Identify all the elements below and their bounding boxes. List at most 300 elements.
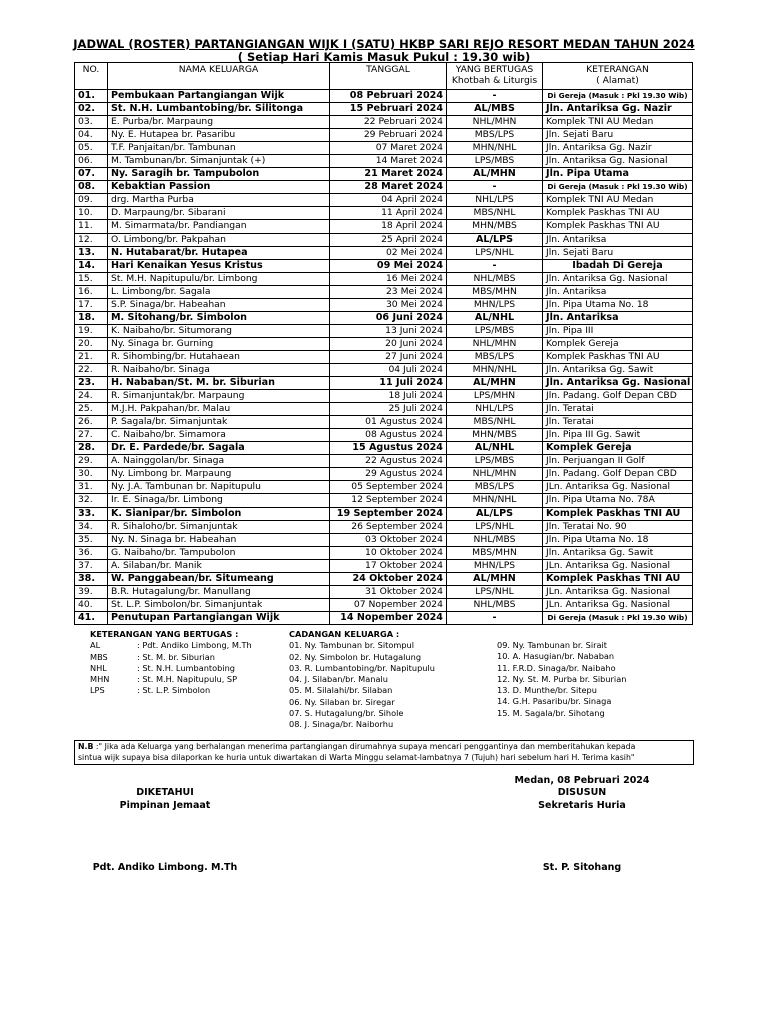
cell-no: 33.	[75, 507, 108, 520]
cell-tanggal: 16 Mei 2024	[330, 272, 447, 285]
table-row	[75, 363, 693, 376]
cell-nama: St. N.H. Lumbantobing/br. Silitonga	[108, 103, 330, 116]
cell-bertugas: MBS/LPS	[447, 350, 543, 363]
cell-no: 15.	[75, 272, 108, 285]
col-header-keterangan-1: KETERANGAN	[586, 64, 649, 75]
cell-bertugas: NHL/MHN	[447, 116, 543, 129]
cell-bertugas: MHN/NHL	[447, 494, 543, 507]
cell-keterangan: Jln. Antariksa	[543, 285, 693, 298]
cell-no: 35.	[75, 533, 108, 546]
cell-tanggal: 22 Agustus 2024	[330, 455, 447, 468]
cell-keterangan: Jln. Padang. Golf Depan CBD	[543, 468, 693, 481]
cell-nama: P. Sagala/br. Simanjuntak	[108, 416, 330, 429]
cell-bertugas: LPS/MBS	[447, 155, 543, 168]
cell-nama: K. Naibaho/br. Situmorang	[108, 324, 330, 337]
cell-tanggal: 15 Pebruari 2024	[330, 103, 447, 116]
cadangan-item: 10. A. Hasugian/br. Nababan	[497, 651, 615, 662]
cell-bertugas: LPS/NHL	[447, 520, 543, 533]
cell-bertugas: AL/MHN	[447, 377, 543, 390]
cell-keterangan: Jln. Antariksa Gg. Nasional	[543, 155, 693, 168]
cell-keterangan: Jln. Pipa Utama	[543, 168, 693, 181]
cell-nama: O. Limbong/br. Pakpahan	[108, 233, 330, 246]
cell-bertugas: MHN/NHL	[447, 142, 543, 155]
cell-tanggal: 22 Pebruari 2024	[330, 116, 447, 129]
cell-nama: Ny. J.A. Tambunan br. Napitupulu	[108, 481, 330, 494]
table-row	[75, 311, 693, 324]
cell-no: 36.	[75, 546, 108, 559]
cell-keterangan: Jln. Pipa III	[543, 324, 693, 337]
cell-no: 24.	[75, 390, 108, 403]
cell-nama: Ny. E. Hutapea br. Pasaribu	[108, 129, 330, 142]
cell-bertugas: MHN/LPS	[447, 298, 543, 311]
cell-bertugas: AL/LPS	[447, 507, 543, 520]
cell-tanggal: 02 Mei 2024	[330, 246, 447, 259]
table-row	[75, 403, 693, 416]
cadangan-section	[289, 629, 435, 731]
cell-no: 30.	[75, 468, 108, 481]
cell-no: 12.	[75, 233, 108, 246]
cell-bertugas: MBS/NHL	[447, 207, 543, 220]
cell-nama: S.P. Sinaga/br. Habeahan	[108, 298, 330, 311]
cell-nama: drg. Martha Purba	[108, 194, 330, 207]
cell-keterangan: JLn. Antariksa Gg. Nasional	[543, 585, 693, 598]
cell-no: 04.	[75, 129, 108, 142]
cell-no: 39.	[75, 585, 108, 598]
cell-nama: M.J.H. Pakpahan/br. Malau	[108, 403, 330, 416]
col-header-bertugas-1: YANG BERTUGAS	[455, 64, 534, 75]
place-date: Medan, 08 Pebruari 2024	[514, 775, 650, 786]
cadangan-col2	[497, 640, 626, 719]
legend-title: KETERANGAN YANG BERTUGAS :	[90, 629, 239, 639]
cell-tanggal: 14 Nopember 2024	[330, 611, 447, 624]
cell-bertugas: AL/MBS	[447, 103, 543, 116]
cell-no: 41.	[75, 611, 108, 624]
cadangan-section-2	[497, 640, 626, 719]
cell-nama: R. Sihaloho/br. Simanjuntak	[108, 520, 330, 533]
cadangan-item: 14. G.H. Pasaribu/br. Sinaga	[497, 696, 612, 707]
cell-bertugas: MBS/LPS	[447, 129, 543, 142]
legend-code: MBS	[90, 651, 108, 662]
cell-no: 23.	[75, 377, 108, 390]
cell-nama: W. Panggabean/br. Situmeang	[108, 572, 330, 585]
cell-tanggal: 28 Maret 2024	[330, 181, 447, 194]
legend-desc: : St. L.P. Simbolon	[137, 685, 211, 696]
cell-keterangan: Komplek Gereja	[543, 442, 693, 455]
cell-keterangan: Komplek Paskhas TNI AU	[543, 572, 693, 585]
table-row	[75, 207, 693, 220]
cell-nama: K. Sianipar/br. Simbolon	[108, 507, 330, 520]
table-row	[75, 416, 693, 429]
cell-keterangan: Di Gereja (Masuk : Pkl 19.30 Wib)	[543, 181, 693, 194]
cell-nama: Ir. E. Sinaga/br. Limbong	[108, 494, 330, 507]
table-row	[75, 533, 693, 546]
cell-bertugas: NHL/MBS	[447, 598, 543, 611]
cadangan-item: 15. M. Sagala/br. Sihotang	[497, 707, 605, 718]
cell-tanggal: 12 September 2024	[330, 494, 447, 507]
cell-nama: N. Hutabarat/br. Hutapea	[108, 246, 330, 259]
cell-bertugas: MBS/NHL	[447, 416, 543, 429]
cell-nama: G. Naibaho/br. Tampubolon	[108, 546, 330, 559]
table-row	[75, 390, 693, 403]
col-header-keterangan-2: ( Alamat)	[596, 75, 639, 86]
cadangan-item: 03. R. Lumbantobing/br. Napitupulu	[289, 662, 435, 673]
cell-no: 29.	[75, 455, 108, 468]
cell-keterangan: Jln. Pipa Utama No. 18	[543, 298, 693, 311]
cell-tanggal: 08 Agustus 2024	[330, 429, 447, 442]
document-title: JADWAL (ROSTER) PARTANGIANGAN WIJK I (SATU) HKBP SARI REJO RESORT MEDAN TAHUN 2024	[73, 37, 695, 51]
table-row	[75, 559, 693, 572]
cell-nama: Kebaktian Passion	[108, 181, 330, 194]
cell-nama: H. Nababan/St. M. br. Siburian	[108, 377, 330, 390]
cell-keterangan: Jln. Teratai No. 90	[543, 520, 693, 533]
table-row	[75, 572, 693, 585]
legend-desc: : St. M. br. Siburian	[137, 651, 215, 662]
col-header-bertugas	[447, 63, 543, 90]
cell-no: 21.	[75, 350, 108, 363]
cadangan-item: 08. J. Sinaga/br. Naiborhu	[289, 719, 394, 730]
cell-keterangan: Jln. Teratai	[543, 403, 693, 416]
cell-nama: A. Silaban/br. Manik	[108, 559, 330, 572]
cell-nama: D. Marpaung/br. Sibarani	[108, 207, 330, 220]
cell-bertugas: AL/LPS	[447, 233, 543, 246]
cell-nama: M. Simarmata/br. Pandiangan	[108, 220, 330, 233]
cell-nama: Ny. Limbong br. Marpaung	[108, 468, 330, 481]
cell-nama: Penutupan Partangiangan Wijk	[108, 611, 330, 624]
cell-tanggal: 29 Pebruari 2024	[330, 129, 447, 142]
cell-keterangan: JLn. Antariksa Gg. Nasional	[543, 598, 693, 611]
cell-nama: St. L.P. Simbolon/br. Simanjuntak	[108, 598, 330, 611]
cell-bertugas: LPS/NHL	[447, 246, 543, 259]
cell-nama: A. Nainggolan/br. Sinaga	[108, 455, 330, 468]
cell-tanggal: 11 April 2024	[330, 207, 447, 220]
table-row	[75, 142, 693, 155]
table-row	[75, 611, 693, 624]
cell-bertugas: LPS/MBS	[447, 324, 543, 337]
legend-item	[90, 685, 252, 696]
cell-nama: M. Sitohang/br. Simbolon	[108, 311, 330, 324]
cell-tanggal: 23 Mei 2024	[330, 285, 447, 298]
cell-bertugas: -	[447, 259, 543, 272]
cell-keterangan: Komplek Paskhas TNI AU	[543, 350, 693, 363]
table-row	[75, 520, 693, 533]
note-label: N.B	[78, 742, 94, 751]
cell-bertugas: MHN/MBS	[447, 429, 543, 442]
cell-nama: R. Sihombing/br. Hutahaean	[108, 350, 330, 363]
table-row	[75, 598, 693, 611]
table-row	[75, 585, 693, 598]
table-row	[75, 442, 693, 455]
cell-bertugas: LPS/NHL	[447, 585, 543, 598]
cell-keterangan: Di Gereja (Masuk : Pkl 19.30 Wib)	[543, 611, 693, 624]
cell-no: 34.	[75, 520, 108, 533]
table-row	[75, 129, 693, 142]
cadangan-item: 02. Ny. Simbolon br. Hutagalung	[289, 651, 422, 662]
table-row	[75, 90, 693, 103]
col-header-nama: NAMA KELUARGA	[108, 63, 330, 90]
cell-tanggal: 19 September 2024	[330, 507, 447, 520]
cadangan-item: 01. Ny. Tambunan br. Sitompul	[289, 640, 414, 651]
cadangan-item: 09. Ny. Tambunan br. Sirait	[497, 640, 608, 650]
cell-keterangan: Ibadah Di Gereja	[543, 259, 693, 272]
sign-left-subtitle: Pimpinan Jemaat	[119, 800, 211, 811]
cell-tanggal: 26 September 2024	[330, 520, 447, 533]
cell-nama: L. Limbong/br. Sagala	[108, 285, 330, 298]
cell-tanggal: 07 Nopember 2024	[330, 598, 447, 611]
cell-nama: T.F. Panjaitan/br. Tambunan	[108, 142, 330, 155]
cell-no: 18.	[75, 311, 108, 324]
cell-keterangan: Jln. Padang. Golf Depan CBD	[543, 390, 693, 403]
sign-right-name: St. P. Sitohang	[542, 862, 622, 873]
cell-no: 28.	[75, 442, 108, 455]
cell-bertugas: NHL/LPS	[447, 403, 543, 416]
legend-item	[90, 652, 252, 663]
cell-bertugas: LPS/MHN	[447, 390, 543, 403]
table-row	[75, 429, 693, 442]
cell-keterangan: Komplek TNI AU Medan	[543, 116, 693, 129]
cell-tanggal: 18 Juli 2024	[330, 390, 447, 403]
cell-no: 40.	[75, 598, 108, 611]
table-row	[75, 350, 693, 363]
cell-keterangan: Komplek Gereja	[543, 337, 693, 350]
cell-keterangan: Jln. Perjuangan II Golf	[543, 455, 693, 468]
cell-keterangan: Jln. Antariksa	[543, 233, 693, 246]
table-row	[75, 285, 693, 298]
cadangan-item: 11. F.R.D. Sinaga/br. Naibaho	[497, 662, 616, 673]
cell-no: 09.	[75, 194, 108, 207]
cell-tanggal: 14 Maret 2024	[330, 155, 447, 168]
roster-body	[75, 90, 693, 625]
note-text-1: :" Jika ada Keluarga yang berhalangan menerima partangiangan dirumahnya supaya mencari penggantinya dan memberitahukan kepada	[95, 742, 636, 751]
cell-nama: Ny. N. Sinaga br. Habeahan	[108, 533, 330, 546]
cell-keterangan: Jln. Antariksa Gg. Nazir	[543, 142, 693, 155]
cell-no: 20.	[75, 337, 108, 350]
legend-desc: : Pdt. Andiko Limbong, M.Th	[137, 640, 252, 651]
cadangan-item: 13. D. Munthe/br. Sitepu	[497, 685, 597, 696]
cell-keterangan: JLn. Antariksa Gg. Nasional	[543, 481, 693, 494]
legend-list	[90, 640, 252, 696]
cell-tanggal: 13 Juni 2024	[330, 324, 447, 337]
cell-nama: St. M.H. Napitupulu/br. Limbong	[108, 272, 330, 285]
note-box	[74, 740, 694, 765]
cadangan-item: 04. J. Silaban/br. Manalu	[289, 674, 388, 685]
cell-keterangan: JLn. Antariksa Gg. Nasional	[543, 559, 693, 572]
table-row	[75, 507, 693, 520]
cell-keterangan: Di Gereja (Masuk : Pkl 19.30 Wib)	[543, 90, 693, 103]
cell-keterangan: Jln. Sejati Baru	[543, 129, 693, 142]
cell-no: 02.	[75, 103, 108, 116]
cell-bertugas: AL/MHN	[447, 572, 543, 585]
cell-tanggal: 27 Juni 2024	[330, 350, 447, 363]
cell-tanggal: 25 Juli 2024	[330, 403, 447, 416]
legend-code: NHL	[90, 662, 107, 673]
table-row	[75, 168, 693, 181]
sign-right-subtitle: Sekretaris Huria	[538, 800, 626, 811]
cell-tanggal: 21 Maret 2024	[330, 168, 447, 181]
cell-tanggal: 30 Mei 2024	[330, 298, 447, 311]
cell-keterangan: Komplek Paskhas TNI AU	[543, 507, 693, 520]
cadangan-item: 12. Ny. St. M. Purba br. Siburian	[497, 673, 627, 684]
legend-item	[90, 640, 252, 651]
cell-no: 19.	[75, 324, 108, 337]
sign-left-title: DIKETAHUI	[136, 787, 194, 798]
cell-no: 22.	[75, 363, 108, 376]
col-header-keterangan	[543, 63, 693, 90]
cell-no: 06.	[75, 155, 108, 168]
cell-tanggal: 04 Juli 2024	[330, 363, 447, 376]
cadangan-item: 07. S. Hutagalung/br. Sihole	[289, 708, 404, 719]
cell-no: 38.	[75, 572, 108, 585]
cell-no: 11.	[75, 220, 108, 233]
cell-no: 03.	[75, 116, 108, 129]
table-row	[75, 468, 693, 481]
note-text-2: sintua wijk supaya bisa dilaporkan ke huria untuk diwartakan di Warta Minggu selamat-lambatnya 7 (Tujuh) hari sebelum hari H. Terima kasih"	[78, 753, 635, 762]
cell-nama: Pembukaan Partangiangan Wijk	[108, 90, 330, 103]
legend-section	[90, 629, 252, 697]
cell-tanggal: 08 Pebruari 2024	[330, 90, 447, 103]
cell-bertugas: AL/NHL	[447, 311, 543, 324]
cell-bertugas: -	[447, 90, 543, 103]
table-row	[75, 155, 693, 168]
cell-nama: Hari Kenaikan Yesus Kristus	[108, 259, 330, 272]
col-header-bertugas-2: Khotbah & Liturgis	[451, 75, 538, 86]
document-subtitle: ( Setiap Hari Kamis Masuk Pukul : 19.30 wib)	[237, 50, 531, 64]
cell-tanggal: 05 September 2024	[330, 481, 447, 494]
cell-tanggal: 06 Juni 2024	[330, 311, 447, 324]
cell-keterangan: Jln. Antariksa Gg. Sawit	[543, 546, 693, 559]
cell-bertugas: MHN/LPS	[447, 559, 543, 572]
table-row	[75, 181, 693, 194]
cell-keterangan: Jln. Sejati Baru	[543, 246, 693, 259]
cell-tanggal: 29 Agustus 2024	[330, 468, 447, 481]
col-header-no: NO.	[75, 63, 108, 90]
table-row	[75, 103, 693, 116]
cell-no: 31.	[75, 481, 108, 494]
cell-no: 37.	[75, 559, 108, 572]
cell-nama: B.R. Hutagalung/br. Manullang	[108, 585, 330, 598]
table-header-row	[75, 63, 693, 90]
cell-no: 14.	[75, 259, 108, 272]
cell-tanggal: 25 April 2024	[330, 233, 447, 246]
cell-bertugas: -	[447, 181, 543, 194]
cell-keterangan: Jln. Antariksa Gg. Nasional	[543, 377, 693, 390]
cell-nama: Ny. Sinaga br. Gurning	[108, 337, 330, 350]
cell-bertugas: MBS/LPS	[447, 481, 543, 494]
cell-no: 01.	[75, 90, 108, 103]
cell-keterangan: Komplek Paskhas TNI AU	[543, 220, 693, 233]
legend-desc: : St. M.H. Napitupulu, SP	[137, 674, 238, 685]
cell-bertugas: LPS/MBS	[447, 455, 543, 468]
cell-no: 13.	[75, 246, 108, 259]
cell-no: 16.	[75, 285, 108, 298]
cell-nama: R. Simanjuntak/br. Marpaung	[108, 390, 330, 403]
cell-nama: Ny. Saragih br. Tampubolon	[108, 168, 330, 181]
cell-no: 08.	[75, 181, 108, 194]
cell-no: 25.	[75, 403, 108, 416]
cell-tanggal: 15 Agustus 2024	[330, 442, 447, 455]
table-row	[75, 337, 693, 350]
table-row	[75, 194, 693, 207]
cell-bertugas: AL/NHL	[447, 442, 543, 455]
cell-keterangan: Komplek Paskhas TNI AU	[543, 207, 693, 220]
table-row	[75, 259, 693, 272]
sign-left-name: Pdt. Andiko Limbong. M.Th	[92, 862, 238, 873]
cell-tanggal: 04 April 2024	[330, 194, 447, 207]
table-row	[75, 220, 693, 233]
cell-keterangan: Jln. Antariksa Gg. Nasional	[543, 272, 693, 285]
cell-tanggal: 31 Oktober 2024	[330, 585, 447, 598]
table-row	[75, 246, 693, 259]
cell-tanggal: 03 Oktober 2024	[330, 533, 447, 546]
cell-bertugas: MBS/MHN	[447, 285, 543, 298]
cell-keterangan: Jln. Pipa Utama No. 78A	[543, 494, 693, 507]
cell-no: 10.	[75, 207, 108, 220]
cadangan-item: 05. M. Silalahi/br. Silaban	[289, 685, 393, 696]
cell-nama: E. Purba/br. Marpaung	[108, 116, 330, 129]
cell-keterangan: Jln. Pipa Utama No. 18	[543, 533, 693, 546]
cell-bertugas: MBS/MHN	[447, 546, 543, 559]
cell-bertugas: MHN/MBS	[447, 220, 543, 233]
cell-nama: Dr. E. Pardede/br. Sagala	[108, 442, 330, 455]
cell-no: 32.	[75, 494, 108, 507]
cadangan-col1	[289, 640, 435, 730]
roster-table	[74, 62, 693, 625]
cell-bertugas: AL/MHN	[447, 168, 543, 181]
cell-keterangan: Jln. Teratai	[543, 416, 693, 429]
table-row	[75, 494, 693, 507]
cell-tanggal: 10 Oktober 2024	[330, 546, 447, 559]
cell-tanggal: 20 Juni 2024	[330, 337, 447, 350]
table-row	[75, 324, 693, 337]
cell-tanggal: 24 Oktober 2024	[330, 572, 447, 585]
table-row	[75, 546, 693, 559]
cell-tanggal: 18 April 2024	[330, 220, 447, 233]
legend-item	[90, 663, 252, 674]
cell-tanggal: 17 Oktober 2024	[330, 559, 447, 572]
cadangan-item: 06. Ny. Silaban br. Siregar	[289, 696, 395, 707]
legend-code: AL	[90, 640, 101, 651]
col-header-tanggal: TANGGAL	[330, 63, 447, 90]
cell-bertugas: NHL/MHN	[447, 337, 543, 350]
cadangan-title: CADANGAN KELUARGA :	[289, 629, 400, 639]
cell-keterangan: Komplek TNI AU Medan	[543, 194, 693, 207]
cell-nama: M. Tambunan/br. Simanjuntak (+)	[108, 155, 330, 168]
cell-keterangan: Jln. Antariksa Gg. Sawit	[543, 363, 693, 376]
table-row	[75, 481, 693, 494]
legend-desc: : St. N.H. Lumbantobing	[137, 662, 235, 673]
cell-tanggal: 11 Juli 2024	[330, 377, 447, 390]
cell-bertugas: NHL/MBS	[447, 272, 543, 285]
cell-nama: R. Naibaho/br. Sinaga	[108, 363, 330, 376]
cell-no: 07.	[75, 168, 108, 181]
cell-keterangan: Jln. Antariksa Gg. Nazir	[543, 103, 693, 116]
note-line-1	[78, 741, 690, 752]
table-row	[75, 272, 693, 285]
cell-bertugas: NHL/LPS	[447, 194, 543, 207]
table-row	[75, 377, 693, 390]
cell-tanggal: 07 Maret 2024	[330, 142, 447, 155]
table-row	[75, 455, 693, 468]
table-row	[75, 233, 693, 246]
cell-bertugas: MHN/NHL	[447, 363, 543, 376]
legend-code: LPS	[90, 685, 105, 696]
cell-no: 17.	[75, 298, 108, 311]
cell-no: 27.	[75, 429, 108, 442]
cell-bertugas: NHL/MHN	[447, 468, 543, 481]
cell-tanggal: 09 Mei 2024	[330, 259, 447, 272]
legend-code: MHN	[90, 674, 110, 685]
cell-keterangan: Jln. Pipa III Gg. Sawit	[543, 429, 693, 442]
sign-right-title: DISUSUN	[557, 787, 607, 798]
